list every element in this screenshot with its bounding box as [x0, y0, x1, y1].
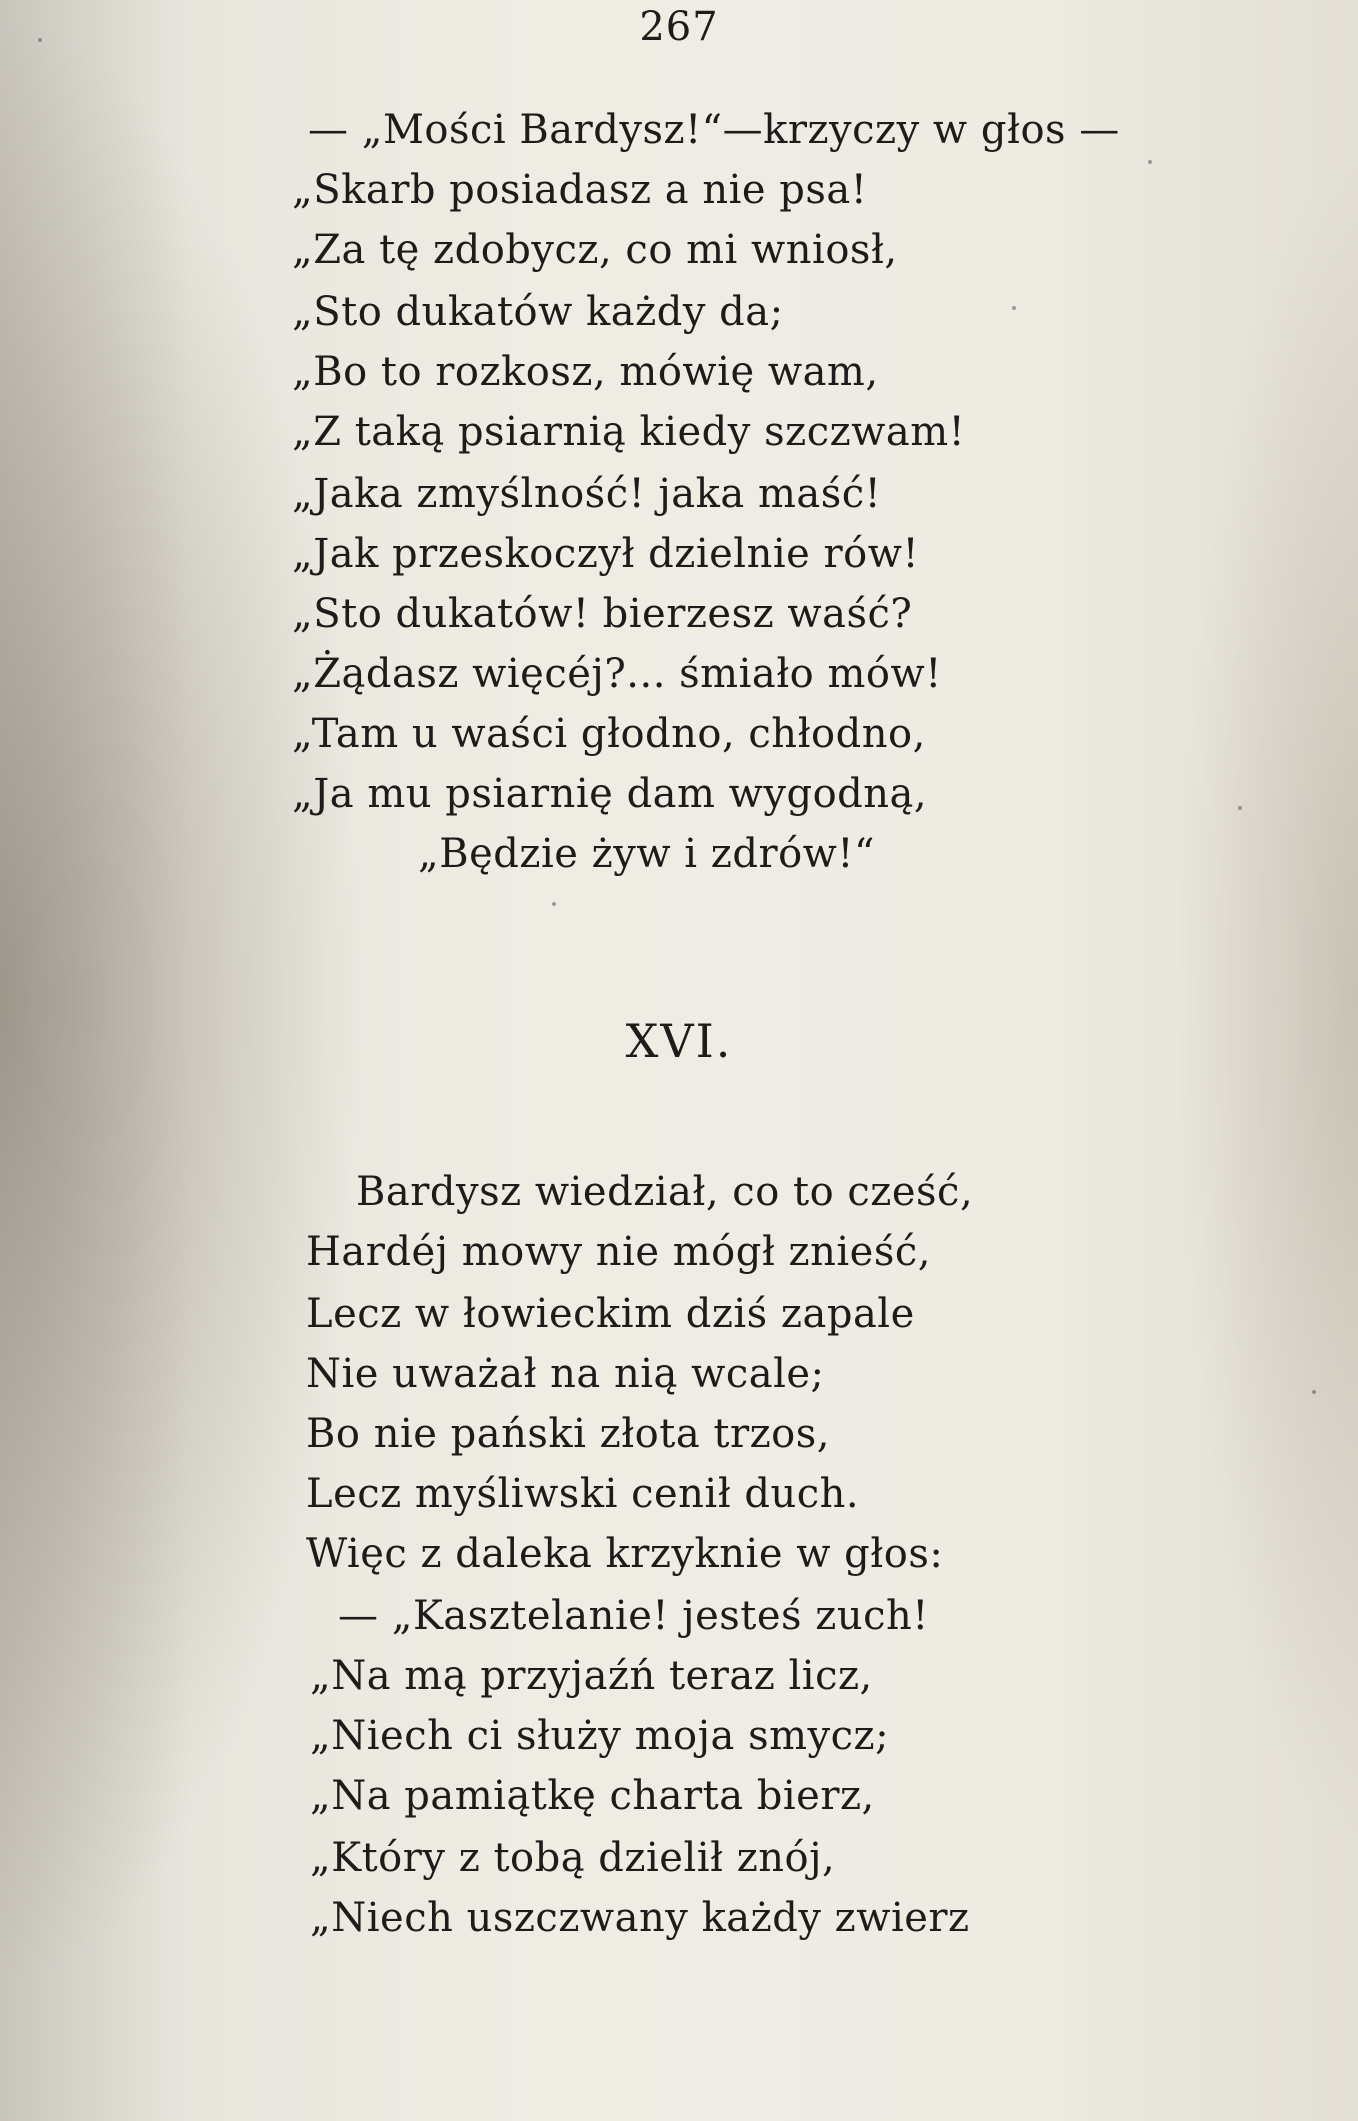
- verse-line: Bardysz wiedział, co to cześć,: [356, 1169, 974, 1215]
- verse-line: Lecz w łowieckim dziś zapale: [306, 1291, 915, 1337]
- paper-speck: [1148, 160, 1152, 164]
- verse-line: — „Kasztelanie! jesteś zuch!: [338, 1593, 929, 1639]
- verse-line: Lecz myśliwski cenił duch.: [306, 1471, 860, 1517]
- paper-speck: [1312, 1390, 1316, 1394]
- verse-line: „Bo to rozkosz, mówię wam,: [292, 349, 879, 395]
- verse-line: „Jaka zmyślność! jaka maść!: [292, 471, 882, 517]
- verse-line: „Który z tobą dzielił znój,: [310, 1835, 836, 1881]
- verse-line: „Na pamiątkę charta bierz,: [310, 1773, 875, 1819]
- paper-speck: [552, 902, 556, 906]
- verse-line: „Jak przeskoczył dzielnie rów!: [292, 531, 920, 577]
- verse-line: „Będzie żyw i zdrów!“: [418, 831, 875, 877]
- verse-line: „Skarb posiadasz a nie psa!: [292, 167, 868, 213]
- verse-line: Więc z daleka krzyknie w głos:: [306, 1531, 944, 1577]
- verse-line: „Sto dukatów każdy da;: [292, 289, 784, 335]
- paper-speck: [1238, 806, 1242, 810]
- verse-line: „Ja mu psiarnię dam wygodną,: [292, 771, 928, 817]
- verse-line: „Niech ci służy moja smycz;: [310, 1713, 890, 1759]
- verse-line: „Niech uszczwany każdy zwierz: [310, 1895, 970, 1941]
- section-heading: XVI.: [625, 1014, 733, 1068]
- verse-line: „Żądasz więcéj?... śmiało mów!: [292, 651, 942, 697]
- verse-line: — „Mości Bardysz!“—krzyczy w głos —: [308, 107, 1120, 153]
- verse-line: „Na mą przyjaźń teraz licz,: [310, 1653, 873, 1699]
- verse-line: Hardéj mowy nie mógł znieść,: [306, 1229, 931, 1275]
- paper-speck: [38, 38, 42, 42]
- verse-line: „Tam u waści głodno, chłodno,: [292, 711, 926, 757]
- page-number: 267: [639, 4, 719, 50]
- verse-line: „Sto dukatów! bierzesz waść?: [292, 591, 913, 637]
- paper-speck: [1012, 306, 1016, 310]
- verse-line: „Za tę zdobycz, co mi wniosł,: [292, 227, 898, 273]
- verse-line: Bo nie pański złota trzos,: [306, 1411, 830, 1457]
- verse-line: „Z taką psiarnią kiedy szczwam!: [292, 409, 966, 455]
- verse-line: Nie uważał na nią wcale;: [306, 1351, 825, 1397]
